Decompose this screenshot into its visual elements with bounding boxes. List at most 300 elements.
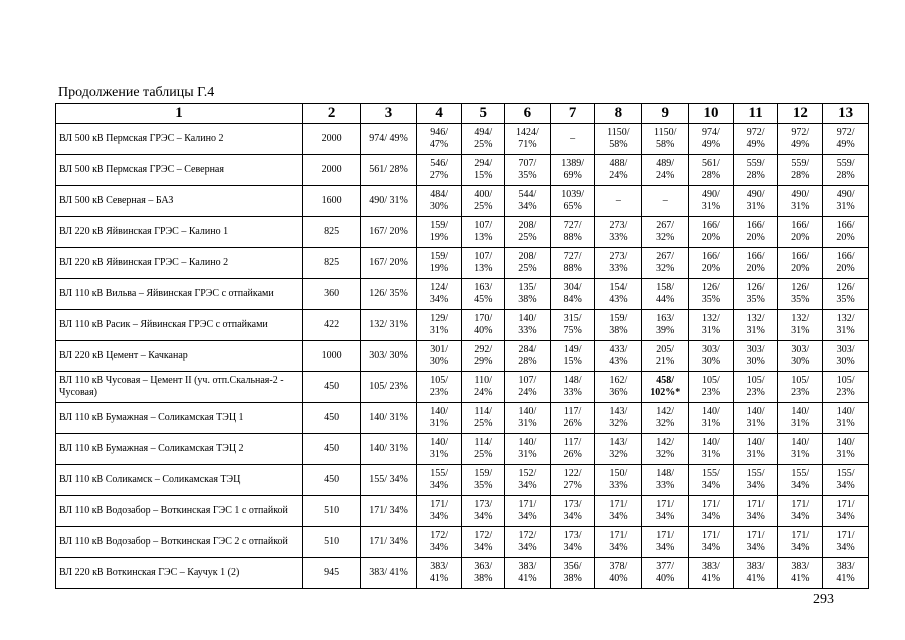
value-cell — [550, 279, 595, 310]
line-name-cell: ВЛ 110 кВ Бумажная – Соликамская ТЭЦ 2 — [56, 434, 303, 465]
value-amount: 158/ — [656, 282, 675, 293]
value-cell — [595, 372, 642, 403]
value-cell — [689, 403, 734, 434]
value-amount: 150/ — [609, 468, 628, 479]
value-cell — [462, 310, 505, 341]
value-amount: 1150/ — [653, 127, 677, 138]
value-cell — [462, 558, 505, 589]
value-cell — [416, 434, 462, 465]
value-percent: 44% — [656, 294, 675, 305]
value-percent: 20% — [746, 232, 765, 243]
value-cell — [595, 496, 642, 527]
value-amount: 490/ — [836, 189, 855, 200]
value-cell — [778, 310, 823, 341]
value-cell — [642, 341, 689, 372]
value-percent: 41% — [701, 573, 721, 584]
column-header: 8 — [595, 104, 642, 124]
value-percent: 20% — [836, 263, 855, 274]
value-amount: 155/ — [702, 468, 720, 479]
value-percent: 31% — [836, 418, 855, 429]
value-percent: 38% — [563, 573, 582, 584]
value-cell — [595, 155, 642, 186]
value-percent: 30% — [836, 356, 855, 367]
value-amount: 149/ — [563, 344, 582, 355]
value-cell — [595, 558, 642, 589]
capacity-cell: 825 — [302, 217, 361, 248]
value-amount: 303/ — [746, 344, 765, 355]
value-amount: 143/ — [609, 406, 628, 417]
line-name-cell: ВЛ 110 кВ Водозабор – Воткинская ГЭС 2 с отпайкой — [56, 527, 303, 558]
value-amount: 171/ — [746, 530, 765, 541]
value-percent: 27% — [429, 170, 449, 181]
value-percent: 25% — [474, 449, 493, 460]
value-cell — [462, 186, 505, 217]
value-cell — [550, 124, 595, 155]
value-amount: 155/ — [836, 468, 855, 479]
load-cell: 126/ 35% — [361, 279, 416, 310]
value-amount: 140/ — [430, 437, 448, 448]
value-cell — [642, 434, 689, 465]
value-cell — [550, 155, 595, 186]
value-cell — [416, 527, 462, 558]
value-cell — [550, 341, 595, 372]
value-percent: 25% — [518, 232, 537, 243]
value-percent: 34% — [429, 294, 449, 305]
value-cell — [778, 217, 823, 248]
value-percent: 38% — [474, 573, 493, 584]
value-amount: 383/ — [518, 561, 537, 572]
value-amount: 171/ — [746, 499, 765, 510]
value-cell — [689, 558, 734, 589]
value-percent: 49% — [701, 139, 721, 150]
value-percent: 30% — [429, 201, 449, 212]
value-amount: 304/ — [563, 282, 582, 293]
value-cell — [505, 403, 551, 434]
column-header: 7 — [550, 104, 595, 124]
value-percent: 58% — [656, 139, 675, 150]
value-amount: 544/ — [518, 189, 537, 200]
value-amount: 484/ — [430, 189, 448, 200]
value-amount: 171/ — [609, 530, 628, 541]
value-amount: 173/ — [563, 530, 582, 541]
value-amount: 972/ — [791, 127, 810, 138]
value-percent: 30% — [701, 356, 721, 367]
value-amount: 303/ — [836, 344, 855, 355]
value-amount: 140/ — [836, 437, 855, 448]
value-percent: 31% — [429, 449, 449, 460]
value-amount: 489/ — [656, 158, 675, 169]
value-amount: – — [615, 195, 621, 206]
table-body — [56, 124, 869, 589]
value-cell — [689, 465, 734, 496]
value-cell — [733, 465, 778, 496]
value-amount: 105/ — [836, 375, 855, 386]
value-percent: 32% — [656, 263, 675, 274]
value-amount: 488/ — [609, 158, 628, 169]
value-cell — [505, 527, 551, 558]
value-cell — [823, 279, 869, 310]
value-amount: 303/ — [702, 344, 720, 355]
value-cell — [505, 341, 551, 372]
value-percent: 34% — [518, 201, 537, 212]
value-cell — [642, 527, 689, 558]
load-cell: 490/ 31% — [361, 186, 416, 217]
value-amount: 166/ — [836, 251, 855, 262]
value-percent: 40% — [656, 573, 675, 584]
value-percent: 41% — [791, 573, 810, 584]
value-amount: 105/ — [791, 375, 810, 386]
value-amount: 107/ — [518, 375, 537, 386]
capacity-cell: 825 — [302, 248, 361, 279]
value-amount: 170/ — [474, 313, 493, 324]
value-percent: 23% — [429, 387, 449, 398]
value-percent: 31% — [836, 325, 855, 336]
load-cell: 140/ 31% — [361, 434, 416, 465]
value-percent: 27% — [563, 480, 582, 491]
value-percent: 34% — [656, 511, 675, 522]
line-name-cell: ВЛ 110 кВ Соликамск – Соликамская ТЭЦ — [56, 465, 303, 496]
value-cell — [462, 372, 505, 403]
value-percent: 34% — [836, 511, 855, 522]
value-cell — [505, 124, 551, 155]
value-amount: 105/ — [430, 375, 448, 386]
value-cell — [505, 372, 551, 403]
value-cell — [416, 341, 462, 372]
value-cell — [733, 341, 778, 372]
table-row — [56, 496, 869, 527]
value-percent: 34% — [791, 511, 810, 522]
value-amount: 126/ — [746, 282, 765, 293]
value-amount: 172/ — [430, 530, 448, 541]
value-cell — [416, 155, 462, 186]
value-cell — [595, 403, 642, 434]
value-amount: 142/ — [656, 406, 675, 417]
value-amount: 114/ — [474, 406, 492, 417]
value-cell — [550, 217, 595, 248]
value-percent: 31% — [429, 418, 449, 429]
value-amount: 154/ — [609, 282, 628, 293]
value-amount: 172/ — [474, 530, 493, 541]
value-percent: 88% — [563, 263, 582, 274]
value-cell — [595, 279, 642, 310]
value-percent: 25% — [474, 418, 493, 429]
value-cell — [416, 465, 462, 496]
capacity-cell: 450 — [302, 465, 361, 496]
value-percent: 31% — [791, 449, 810, 460]
capacity-cell: 1600 — [302, 186, 361, 217]
value-percent: 69% — [563, 170, 582, 181]
value-amount: 301/ — [430, 344, 448, 355]
value-percent: 43% — [609, 294, 628, 305]
value-amount: 140/ — [518, 313, 537, 324]
column-header: 12 — [778, 104, 823, 124]
value-amount: 135/ — [518, 282, 537, 293]
value-amount: 208/ — [518, 251, 537, 262]
value-cell — [689, 186, 734, 217]
value-cell — [823, 403, 869, 434]
value-amount: 171/ — [791, 499, 810, 510]
value-percent: 34% — [474, 542, 493, 553]
value-amount: 155/ — [746, 468, 765, 479]
value-cell — [550, 248, 595, 279]
value-percent: 65% — [563, 201, 582, 212]
page-number: 293 — [813, 592, 834, 607]
value-percent: 31% — [746, 325, 765, 336]
load-cell: 140/ 31% — [361, 403, 416, 434]
value-amount: 561/ — [702, 158, 720, 169]
value-cell — [733, 496, 778, 527]
value-percent: 23% — [791, 387, 810, 398]
value-percent: 32% — [609, 418, 628, 429]
value-cell — [823, 372, 869, 403]
value-percent: 32% — [656, 449, 675, 460]
table-row — [56, 341, 869, 372]
value-amount: 132/ — [836, 313, 855, 324]
value-cell — [462, 434, 505, 465]
value-cell — [505, 310, 551, 341]
value-percent: 31% — [518, 418, 537, 429]
value-cell — [505, 248, 551, 279]
capacity-cell: 510 — [302, 496, 361, 527]
value-cell — [595, 217, 642, 248]
value-percent: 20% — [746, 263, 765, 274]
value-cell — [416, 217, 462, 248]
value-amount: 490/ — [791, 189, 810, 200]
value-percent: 20% — [791, 232, 810, 243]
value-amount: 377/ — [656, 561, 675, 572]
capacity-cell: 422 — [302, 310, 361, 341]
value-amount: 171/ — [702, 530, 720, 541]
value-amount: 159/ — [474, 468, 493, 479]
value-percent: 23% — [746, 387, 765, 398]
value-cell — [550, 310, 595, 341]
value-amount: 1039/ — [561, 189, 585, 200]
value-cell — [823, 341, 869, 372]
value-amount: 972/ — [836, 127, 855, 138]
value-cell — [416, 372, 462, 403]
value-cell — [505, 279, 551, 310]
value-percent: 35% — [791, 294, 810, 305]
value-percent: 20% — [701, 232, 721, 243]
value-amount: 124/ — [430, 282, 448, 293]
value-percent: 26% — [563, 449, 582, 460]
value-percent: 26% — [563, 418, 582, 429]
value-cell — [595, 248, 642, 279]
value-percent: 34% — [656, 542, 675, 553]
table-row — [56, 217, 869, 248]
value-amount: 946/ — [430, 127, 448, 138]
value-amount: 159/ — [430, 251, 448, 262]
capacity-cell: 2000 — [302, 124, 361, 155]
load-cell: 105/ 23% — [361, 372, 416, 403]
value-percent: 13% — [474, 232, 493, 243]
value-percent: 19% — [429, 232, 449, 243]
value-cell — [778, 341, 823, 372]
value-cell — [733, 248, 778, 279]
value-percent: 32% — [609, 449, 628, 460]
value-amount: 383/ — [791, 561, 810, 572]
table-row — [56, 558, 869, 589]
load-cell: 171/ 34% — [361, 496, 416, 527]
value-percent: 84% — [563, 294, 582, 305]
column-header: 4 — [416, 104, 462, 124]
value-cell — [733, 403, 778, 434]
value-percent: 28% — [518, 356, 537, 367]
value-percent: 36% — [609, 387, 628, 398]
value-cell — [550, 434, 595, 465]
value-amount: 383/ — [702, 561, 720, 572]
value-cell — [733, 372, 778, 403]
value-cell — [416, 496, 462, 527]
load-cell: 303/ 30% — [361, 341, 416, 372]
line-name-cell: ВЛ 110 кВ Водозабор – Воткинская ГЭС 1 с отпайкой — [56, 496, 303, 527]
value-amount: 140/ — [746, 437, 765, 448]
value-cell — [505, 155, 551, 186]
value-amount: 110/ — [474, 375, 492, 386]
value-percent: 34% — [429, 480, 449, 491]
line-name-cell: ВЛ 500 кВ Пермская ГРЭС – Северная — [56, 155, 303, 186]
value-cell — [689, 155, 734, 186]
value-percent: 49% — [836, 139, 855, 150]
table-caption: Продолжение таблицы Г.4 — [58, 85, 215, 100]
value-cell — [595, 186, 642, 217]
value-amount: 140/ — [702, 437, 720, 448]
value-amount: 1389/ — [561, 158, 585, 169]
value-cell — [595, 124, 642, 155]
value-amount: 171/ — [656, 530, 675, 541]
value-percent: 35% — [474, 480, 493, 491]
value-cell — [642, 124, 689, 155]
value-amount: 173/ — [474, 499, 493, 510]
value-cell — [595, 341, 642, 372]
value-percent: 30% — [429, 356, 449, 367]
column-header: 6 — [505, 104, 551, 124]
value-percent: 31% — [836, 201, 855, 212]
value-percent: 31% — [701, 449, 721, 460]
value-percent: 43% — [609, 356, 628, 367]
value-amount: 166/ — [791, 251, 810, 262]
value-percent: 34% — [563, 542, 582, 553]
value-percent: 34% — [518, 542, 537, 553]
load-cell: 561/ 28% — [361, 155, 416, 186]
value-percent: 31% — [701, 418, 721, 429]
table-row — [56, 372, 869, 403]
value-percent: 34% — [701, 542, 721, 553]
value-amount: 267/ — [656, 220, 675, 231]
value-cell — [823, 310, 869, 341]
value-amount: 132/ — [791, 313, 810, 324]
value-amount: 171/ — [836, 499, 855, 510]
value-percent: 20% — [836, 232, 855, 243]
value-percent: 35% — [518, 170, 537, 181]
value-cell — [778, 558, 823, 589]
value-cell — [505, 465, 551, 496]
value-cell — [823, 217, 869, 248]
value-cell — [823, 496, 869, 527]
table-row — [56, 186, 869, 217]
value-percent: 15% — [474, 170, 493, 181]
value-amount: 162/ — [609, 375, 628, 386]
value-amount: 166/ — [746, 251, 765, 262]
value-amount: 303/ — [791, 344, 810, 355]
value-amount: 152/ — [518, 468, 537, 479]
value-amount: 727/ — [563, 251, 582, 262]
value-amount: 383/ — [746, 561, 765, 572]
table-row — [56, 527, 869, 558]
value-amount: 356/ — [563, 561, 582, 572]
value-cell — [642, 248, 689, 279]
value-percent: 31% — [518, 449, 537, 460]
value-percent: 34% — [836, 480, 855, 491]
value-cell — [462, 248, 505, 279]
value-percent: 39% — [656, 325, 675, 336]
value-amount: 140/ — [702, 406, 720, 417]
value-cell — [778, 403, 823, 434]
value-cell — [733, 186, 778, 217]
value-percent: 31% — [701, 201, 721, 212]
value-percent: 25% — [518, 263, 537, 274]
value-percent: 31% — [791, 418, 810, 429]
value-cell — [462, 124, 505, 155]
value-cell — [733, 558, 778, 589]
value-percent: 34% — [746, 511, 765, 522]
value-amount: 1424/ — [516, 127, 539, 138]
value-cell — [689, 372, 734, 403]
value-cell — [778, 248, 823, 279]
value-cell — [505, 434, 551, 465]
value-amount: 294/ — [474, 158, 493, 169]
value-amount: 707/ — [518, 158, 537, 169]
value-cell — [689, 279, 734, 310]
value-cell — [823, 124, 869, 155]
value-amount: 494/ — [474, 127, 493, 138]
value-percent: 35% — [746, 294, 765, 305]
line-name-cell: ВЛ 110 кВ Вильва – Яйвинская ГРЭС с отпайками — [56, 279, 303, 310]
value-amount: 140/ — [518, 406, 537, 417]
value-cell — [733, 124, 778, 155]
value-amount: 143/ — [609, 437, 628, 448]
value-cell — [550, 403, 595, 434]
value-percent: 58% — [609, 139, 628, 150]
value-cell — [416, 279, 462, 310]
value-cell — [642, 558, 689, 589]
value-cell — [550, 465, 595, 496]
value-cell — [550, 527, 595, 558]
value-amount: 490/ — [746, 189, 765, 200]
value-percent: 31% — [746, 418, 765, 429]
value-amount: 208/ — [518, 220, 537, 231]
value-amount: 173/ — [563, 499, 582, 510]
value-percent: 33% — [656, 480, 675, 491]
value-percent: 41% — [518, 573, 537, 584]
value-amount: 315/ — [563, 313, 582, 324]
value-amount: 107/ — [474, 220, 493, 231]
line-name-cell: ВЛ 110 кВ Чусовая – Цемент II (уч. отп.Скальная-2 - Чусовая) — [56, 372, 303, 403]
value-percent: 25% — [474, 201, 493, 212]
value-cell — [416, 248, 462, 279]
value-amount: 140/ — [746, 406, 765, 417]
value-cell — [550, 558, 595, 589]
value-percent: 33% — [609, 480, 628, 491]
value-cell — [462, 465, 505, 496]
value-percent: 33% — [609, 263, 628, 274]
value-cell — [733, 217, 778, 248]
value-cell — [462, 217, 505, 248]
value-percent: 49% — [791, 139, 810, 150]
value-amount: 205/ — [656, 344, 675, 355]
value-amount: 129/ — [430, 313, 448, 324]
load-cell: 974/ 49% — [361, 124, 416, 155]
